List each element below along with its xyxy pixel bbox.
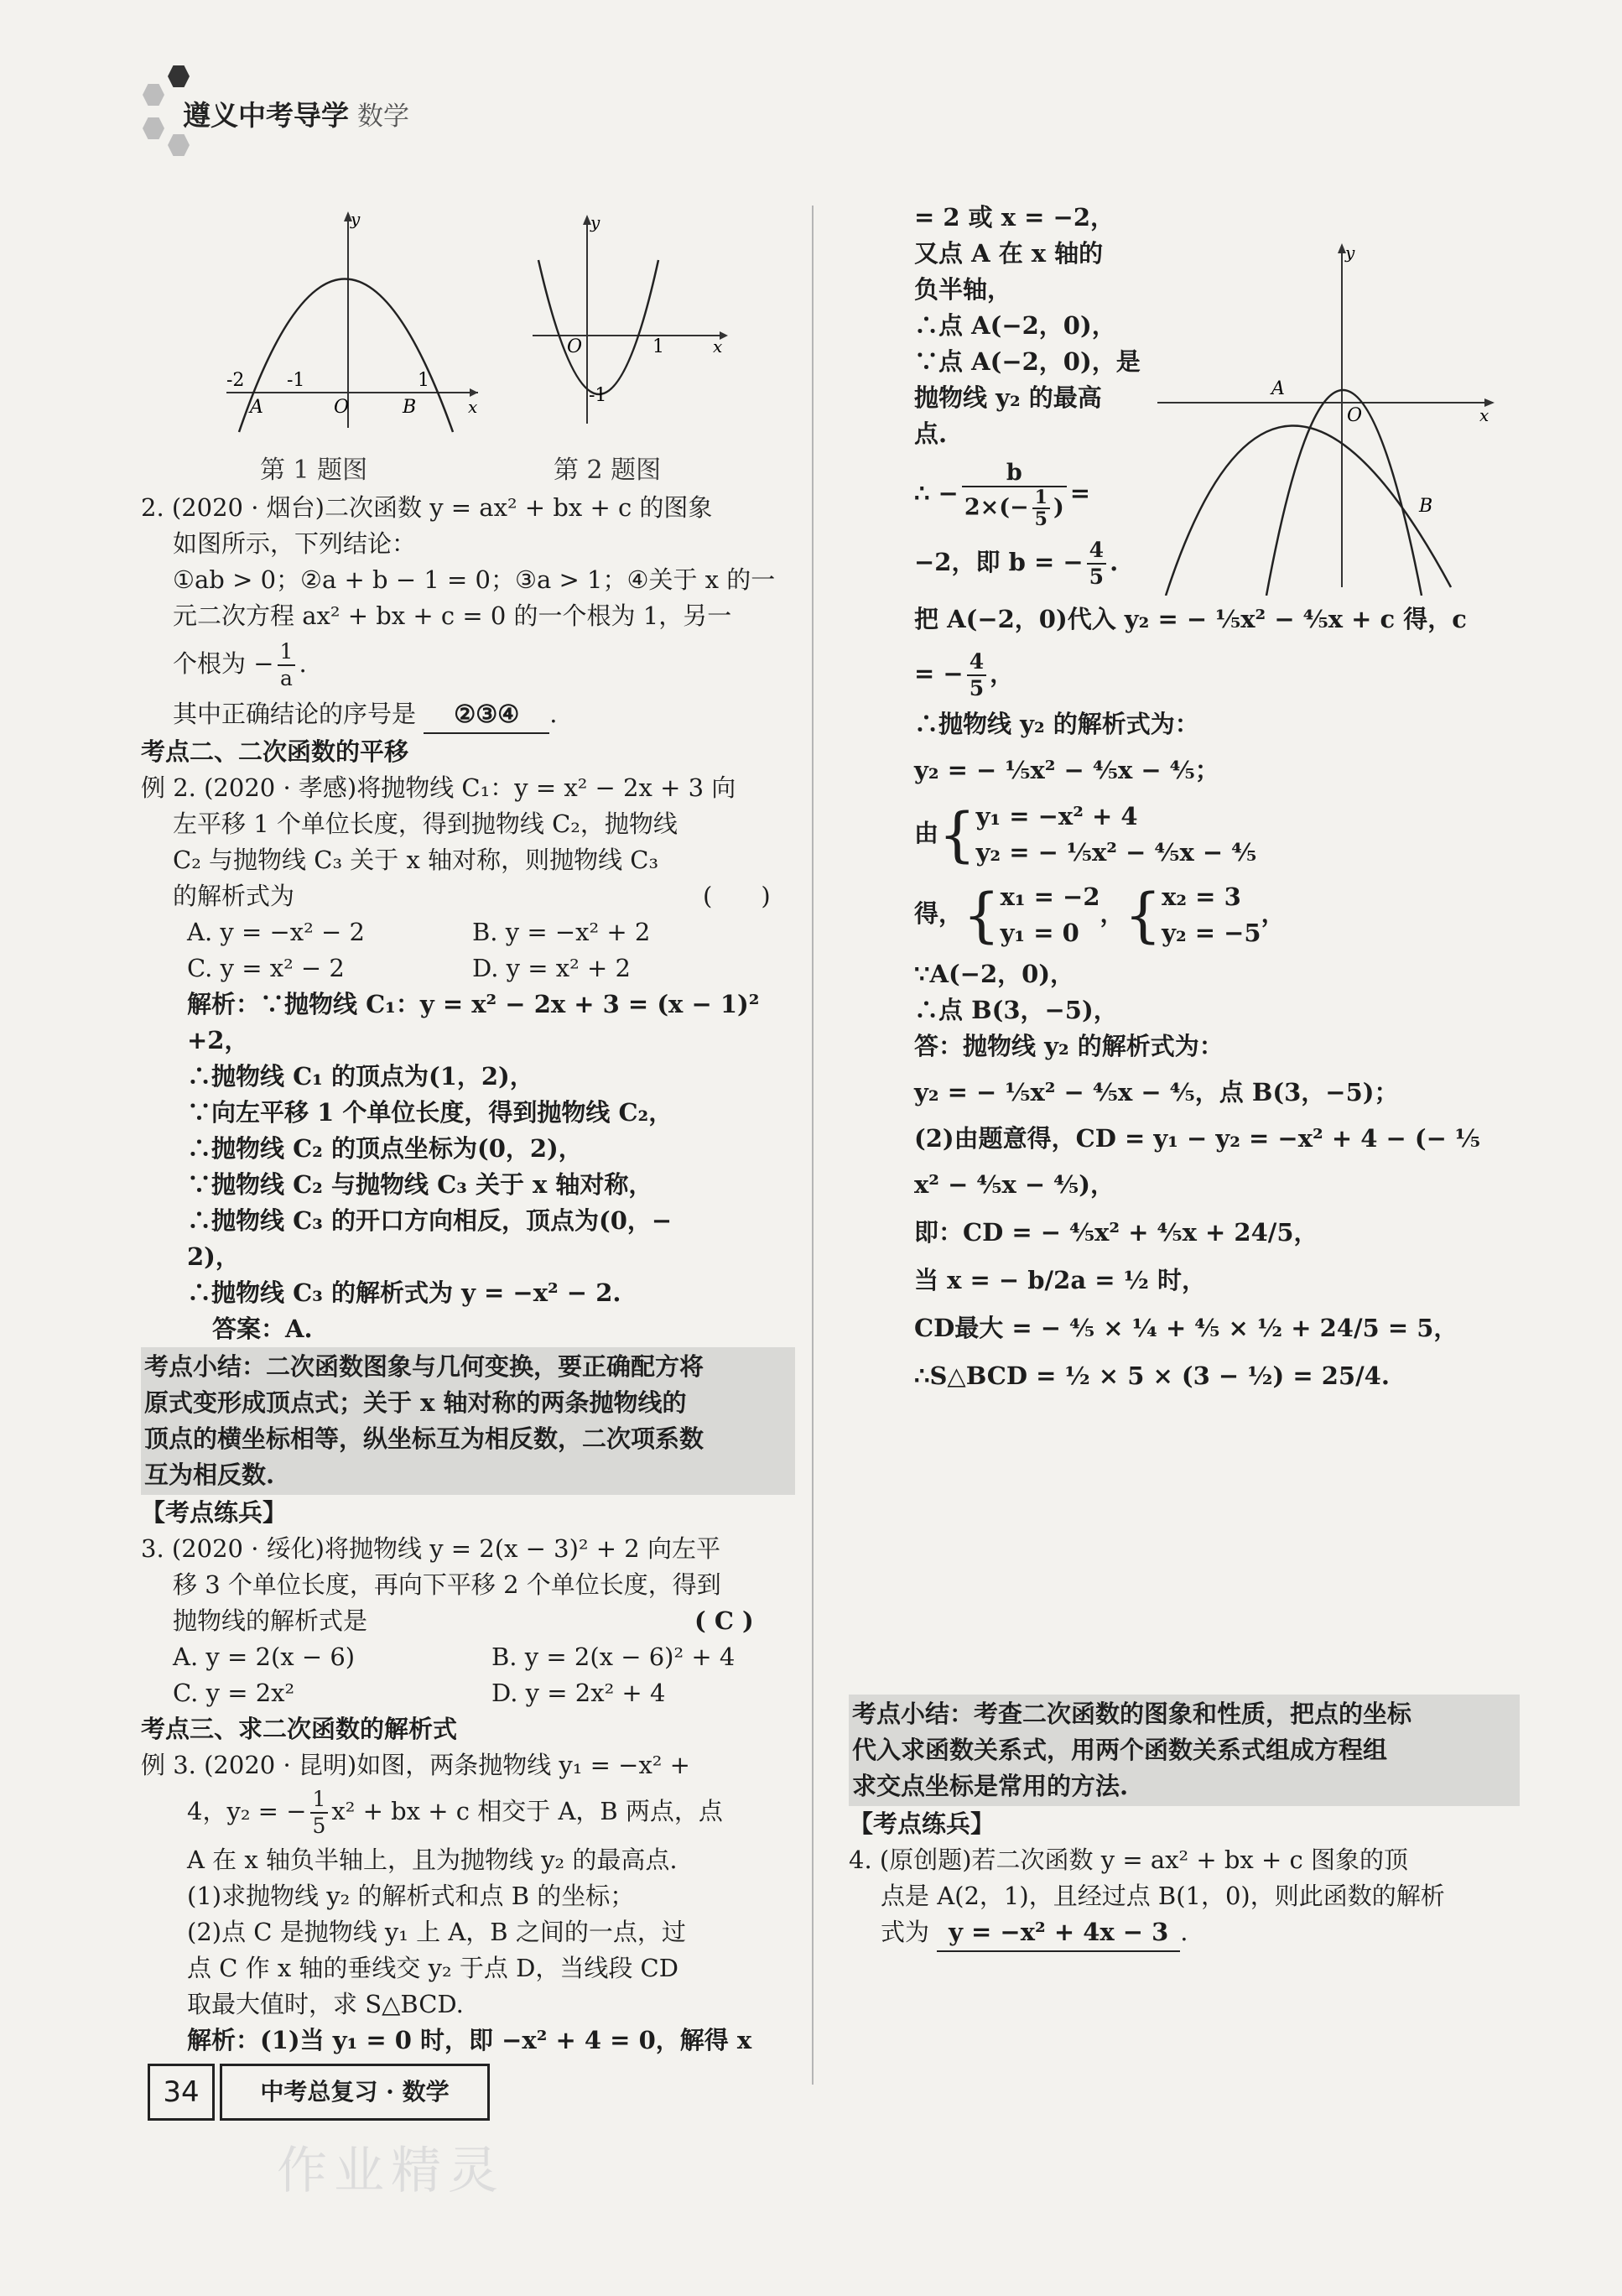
option-b[interactable]: B. y = −x² + 2 bbox=[472, 918, 651, 946]
q2-line: 如图所示，下列结论： bbox=[173, 529, 417, 558]
figure-2-graph bbox=[520, 210, 738, 428]
q3-line: 3. (2020 · 绥化)将抛物线 y = 2(x − 3)² + 2 向左平 bbox=[141, 1534, 720, 1563]
options-row bbox=[141, 914, 795, 950]
tick-minus1: -1 bbox=[589, 385, 607, 406]
subject-label: 数学 bbox=[357, 102, 409, 132]
header-hex-icon bbox=[143, 84, 164, 106]
equation-solutions: 得，{ x₁ = −2 y₁ = 0 ，{ x₂ = 3 y₂ = −5 ， bbox=[914, 881, 1286, 950]
q2-line: 2. (2020 · 烟台)二次函数 y = ax² + bx + c 的图象 bbox=[141, 493, 713, 522]
example2-line: 例 2. (2020 · 孝感)将抛物线 C₁：y = x² − 2x + 3 向 bbox=[141, 773, 736, 802]
solution-line: ∴抛物线 C₃ 的开口方向相反，顶点为(0，− bbox=[187, 1206, 673, 1235]
q2-line: 个根为 − $\frac{1}{a}$ . bbox=[173, 639, 307, 690]
header-title bbox=[183, 94, 409, 133]
solution-line: x² − ⅘x − ⅘)， bbox=[914, 1170, 1115, 1199]
option-a[interactable]: A. y = 2(x − 6) bbox=[173, 1643, 356, 1671]
solution-line: ∵向左平移 1 个单位长度，得到抛物线 C₂， bbox=[187, 1098, 673, 1127]
solution-line: +2， bbox=[187, 1026, 249, 1054]
solution-line: ∴抛物线 y₂ 的解析式为： bbox=[914, 710, 1199, 738]
solution-line: 把 A(−2，0)代入 y₂ = − ⅕x² − ⅘x + c 得，c bbox=[914, 605, 1467, 633]
figure-1-graph bbox=[201, 201, 486, 436]
example2-line: 左平移 1 个单位长度，得到抛物线 C₂，抛物线 bbox=[173, 810, 678, 838]
fraction: b 2×(− $\frac{1}{5}$ ) bbox=[962, 461, 1067, 529]
example3-line: (2)点 C 是抛物线 y₁ 上 A，B 之间的一点，过 bbox=[187, 1918, 686, 1946]
solution-line: ∵A(−2，0)， bbox=[914, 960, 1075, 988]
q4-answer-line: 式为 y = −x² + 4x − 3 . bbox=[849, 1914, 1520, 1952]
right-column bbox=[914, 200, 1518, 1406]
solution-line: ∴抛物线 C₁ 的顶点为(1，2)， bbox=[187, 1062, 534, 1091]
practice-title: 【考点练兵】 bbox=[849, 1809, 996, 1838]
solution-line: ∵点 A(−2，0)，是 bbox=[914, 347, 1141, 376]
option-a[interactable]: A. y = −x² − 2 bbox=[187, 918, 365, 946]
summary-box: 考点小结：考查二次函数的图象和性质，把点的坐标 代入求函数关系式，用两个函数关系式组成方程组 求交点坐标是常用的方法. bbox=[849, 1695, 1520, 1806]
point-A-label: A bbox=[250, 397, 263, 418]
point-B-label: B bbox=[1419, 496, 1433, 517]
figure-2-caption: 第 2 题图 bbox=[554, 456, 662, 485]
tick-minus2: -2 bbox=[226, 370, 245, 391]
solution-line: = − $\frac{4}{5}$ ， bbox=[914, 649, 1015, 700]
solution-line: 当 x = − b/2a = ½ 时， bbox=[914, 1266, 1206, 1294]
origin-label: O bbox=[334, 397, 350, 418]
q2-line: 元二次方程 ax² + bx + c = 0 的一个根为 1，另一 bbox=[173, 601, 732, 630]
q3-answer: ( C ) bbox=[694, 1606, 754, 1635]
practice-title: 【考点练兵】 bbox=[141, 1498, 288, 1527]
header-hex-icon bbox=[168, 65, 190, 87]
option-b[interactable]: B. y = 2(x − 6)² + 4 bbox=[491, 1643, 736, 1671]
section-title: 考点二、二次函数的平移 bbox=[141, 737, 409, 766]
option-d[interactable]: D. y = 2x² + 4 bbox=[491, 1679, 666, 1707]
solution-line: ∴抛物线 C₂ 的顶点坐标为(0，2)， bbox=[187, 1134, 583, 1163]
solution-line: 解析：∵抛物线 C₁：y = x² − 2x + 3 = (x − 1)² bbox=[187, 990, 760, 1018]
page-number: 34 bbox=[148, 2064, 215, 2121]
y-label: y bbox=[1345, 242, 1355, 263]
tick-minus1: -1 bbox=[287, 370, 305, 391]
y-label: y bbox=[351, 209, 361, 229]
x-label: x bbox=[468, 397, 478, 417]
q4-line: 4. (原创题)若二次函数 y = ax² + bx + c 图象的顶 bbox=[849, 1846, 1408, 1874]
solution-line: (2)由题意得，CD = y₁ − y₂ = −x² + 4 − (− ⅕ bbox=[914, 1124, 1481, 1153]
solution-line: ∴ − b 2×(− $\frac{1}{5}$ ) = bbox=[914, 460, 1091, 530]
solution-line: ∴S△BCD = ½ × 5 × (3 − ½) = 25/4. bbox=[914, 1361, 1390, 1390]
q4-line: 点是 A(2，1)，且经过点 B(1，0)，则此函数的解析 bbox=[881, 1882, 1445, 1910]
summary-box: 考点小结：二次函数图象与几何变换，要正确配方将 原式变形成顶点式；关于 x 轴对称的两条抛物线的 顶点的横坐标相等，纵坐标互为相反数，二次项系数 互为相反数. bbox=[141, 1347, 795, 1495]
equation-system: 由{ y₁ = −x² + 4 y₂ = − ⅕x² − ⅘x − ⅘ bbox=[914, 800, 1257, 869]
solution-line: 答：抛物线 y₂ 的解析式为： bbox=[914, 1032, 1224, 1060]
solution-line: 抛物线 y₂ 的最高 bbox=[914, 383, 1102, 412]
tick-one: 1 bbox=[418, 370, 429, 391]
example2-line: C₂ 与抛物线 C₃ 关于 x 轴对称，则抛物线 C₃ bbox=[173, 846, 659, 874]
figure-1-caption: 第 1 题图 bbox=[260, 456, 368, 485]
solution-line: ∵抛物线 C₂ 与抛物线 C₃ 关于 x 轴对称， bbox=[187, 1170, 653, 1199]
header-hex-icon bbox=[168, 134, 190, 156]
example3-line: (1)求抛物线 y₂ 的解析式和点 B 的坐标； bbox=[187, 1882, 635, 1910]
section-title: 考点三、求二次函数的解析式 bbox=[141, 1715, 458, 1743]
parabola bbox=[538, 260, 658, 394]
example2-line: 的解析式为 ( ) bbox=[173, 882, 771, 910]
example3-line: A 在 x 轴负半轴上，且为抛物线 y₂ 的最高点. bbox=[187, 1846, 678, 1874]
right-bottom bbox=[849, 1695, 1520, 1952]
options-row bbox=[141, 1675, 795, 1711]
solution-line: y₂ = − ⅕x² − ⅘x − ⅘，点 B(3，−5)； bbox=[914, 1078, 1399, 1106]
point-B-label: B bbox=[403, 397, 417, 418]
solution-answer: 答案：A. bbox=[212, 1315, 313, 1343]
solution-line: 即：CD = − ⅘x² + ⅘x + 24/5， bbox=[914, 1218, 1318, 1247]
left-column bbox=[141, 490, 795, 2059]
solution-line: −2，即 b = − $\frac{4}{5}$ . bbox=[914, 538, 1119, 589]
header-hex-icon bbox=[143, 117, 164, 139]
solution-line: ∴点 B(3，−5)， bbox=[914, 996, 1118, 1024]
origin-label: O bbox=[567, 336, 583, 357]
solution-line: ∴抛物线 C₃ 的解析式为 y = −x² − 2. bbox=[187, 1278, 621, 1307]
book-title: 遵义中考导学 bbox=[183, 99, 349, 132]
point-A-label: A bbox=[1271, 378, 1285, 399]
column-divider bbox=[812, 206, 814, 2085]
x-label: x bbox=[1479, 405, 1489, 425]
tick-one: 1 bbox=[652, 336, 664, 357]
y-label: y bbox=[590, 212, 600, 232]
q2-line: ①ab > 0；②a + b − 1 = 0；③a > 1；④关于 x 的一 bbox=[173, 565, 776, 594]
example3-line: 例 3. (2020 · 昆明)如图，两条抛物线 y₁ = −x² + bbox=[141, 1751, 690, 1779]
solution-line: 点. bbox=[914, 419, 948, 448]
origin-label: O bbox=[1347, 405, 1363, 426]
fraction: $\frac{4}{5}$ bbox=[1087, 538, 1106, 590]
option-d[interactable]: D. y = x² + 2 bbox=[472, 954, 631, 982]
solution-line: = 2 或 x = −2， bbox=[914, 203, 1115, 232]
solution-line: 解析：(1)当 y₁ = 0 时，即 −x² + 4 = 0，解得 x bbox=[187, 2026, 752, 2054]
fraction: $\frac{1}{5}$ bbox=[310, 1787, 329, 1839]
option-c[interactable]: C. y = 2x² bbox=[173, 1679, 295, 1707]
x-label: x bbox=[713, 336, 723, 357]
example3-line: 点 C 作 x 轴的垂线交 y₂ 于点 D，当线段 CD bbox=[187, 1954, 678, 1982]
fraction: $\frac{4}{5}$ bbox=[967, 649, 986, 701]
option-c[interactable]: C. y = x² − 2 bbox=[187, 954, 345, 982]
fraction: $\frac{1}{a}$ bbox=[278, 639, 296, 691]
solution-line: ∴点 A(−2，0)， bbox=[914, 311, 1116, 340]
example3-line: 4，y₂ = − $\frac{1}{5}$ x² + bx + c 相交于 A，B 两点，点 bbox=[187, 1787, 723, 1838]
options-row bbox=[141, 1639, 795, 1675]
example3-line: 取最大值时，求 S△BCD. bbox=[187, 1990, 464, 2018]
solution-line: 又点 A 在 x 轴的 bbox=[914, 239, 1104, 268]
watermark: 作业精灵 bbox=[277, 2142, 505, 2200]
q3-line: 移 3 个单位长度，再向下平移 2 个单位长度，得到 bbox=[173, 1570, 721, 1599]
solution-line: y₂ = − ⅕x² − ⅘x − ⅘； bbox=[914, 756, 1219, 784]
q2-answer: ②③④ bbox=[424, 696, 549, 734]
solution-line: 负半轴， bbox=[914, 275, 1012, 304]
solution-line: CD最大 = − ⅘ × ¼ + ⅘ × ½ + 24/5 = 5， bbox=[914, 1314, 1458, 1342]
solution-line: 2)， bbox=[187, 1242, 240, 1271]
book-footer: 中考总复习 · 数学 bbox=[220, 2064, 490, 2121]
q4-answer: y = −x² + 4x − 3 bbox=[937, 1914, 1180, 1952]
q3-line: 抛物线的解析式是 ( C ) bbox=[141, 1603, 795, 1639]
options-row bbox=[141, 950, 795, 987]
q2-answer-line: 其中正确结论的序号是 ②③④ . bbox=[141, 696, 795, 734]
